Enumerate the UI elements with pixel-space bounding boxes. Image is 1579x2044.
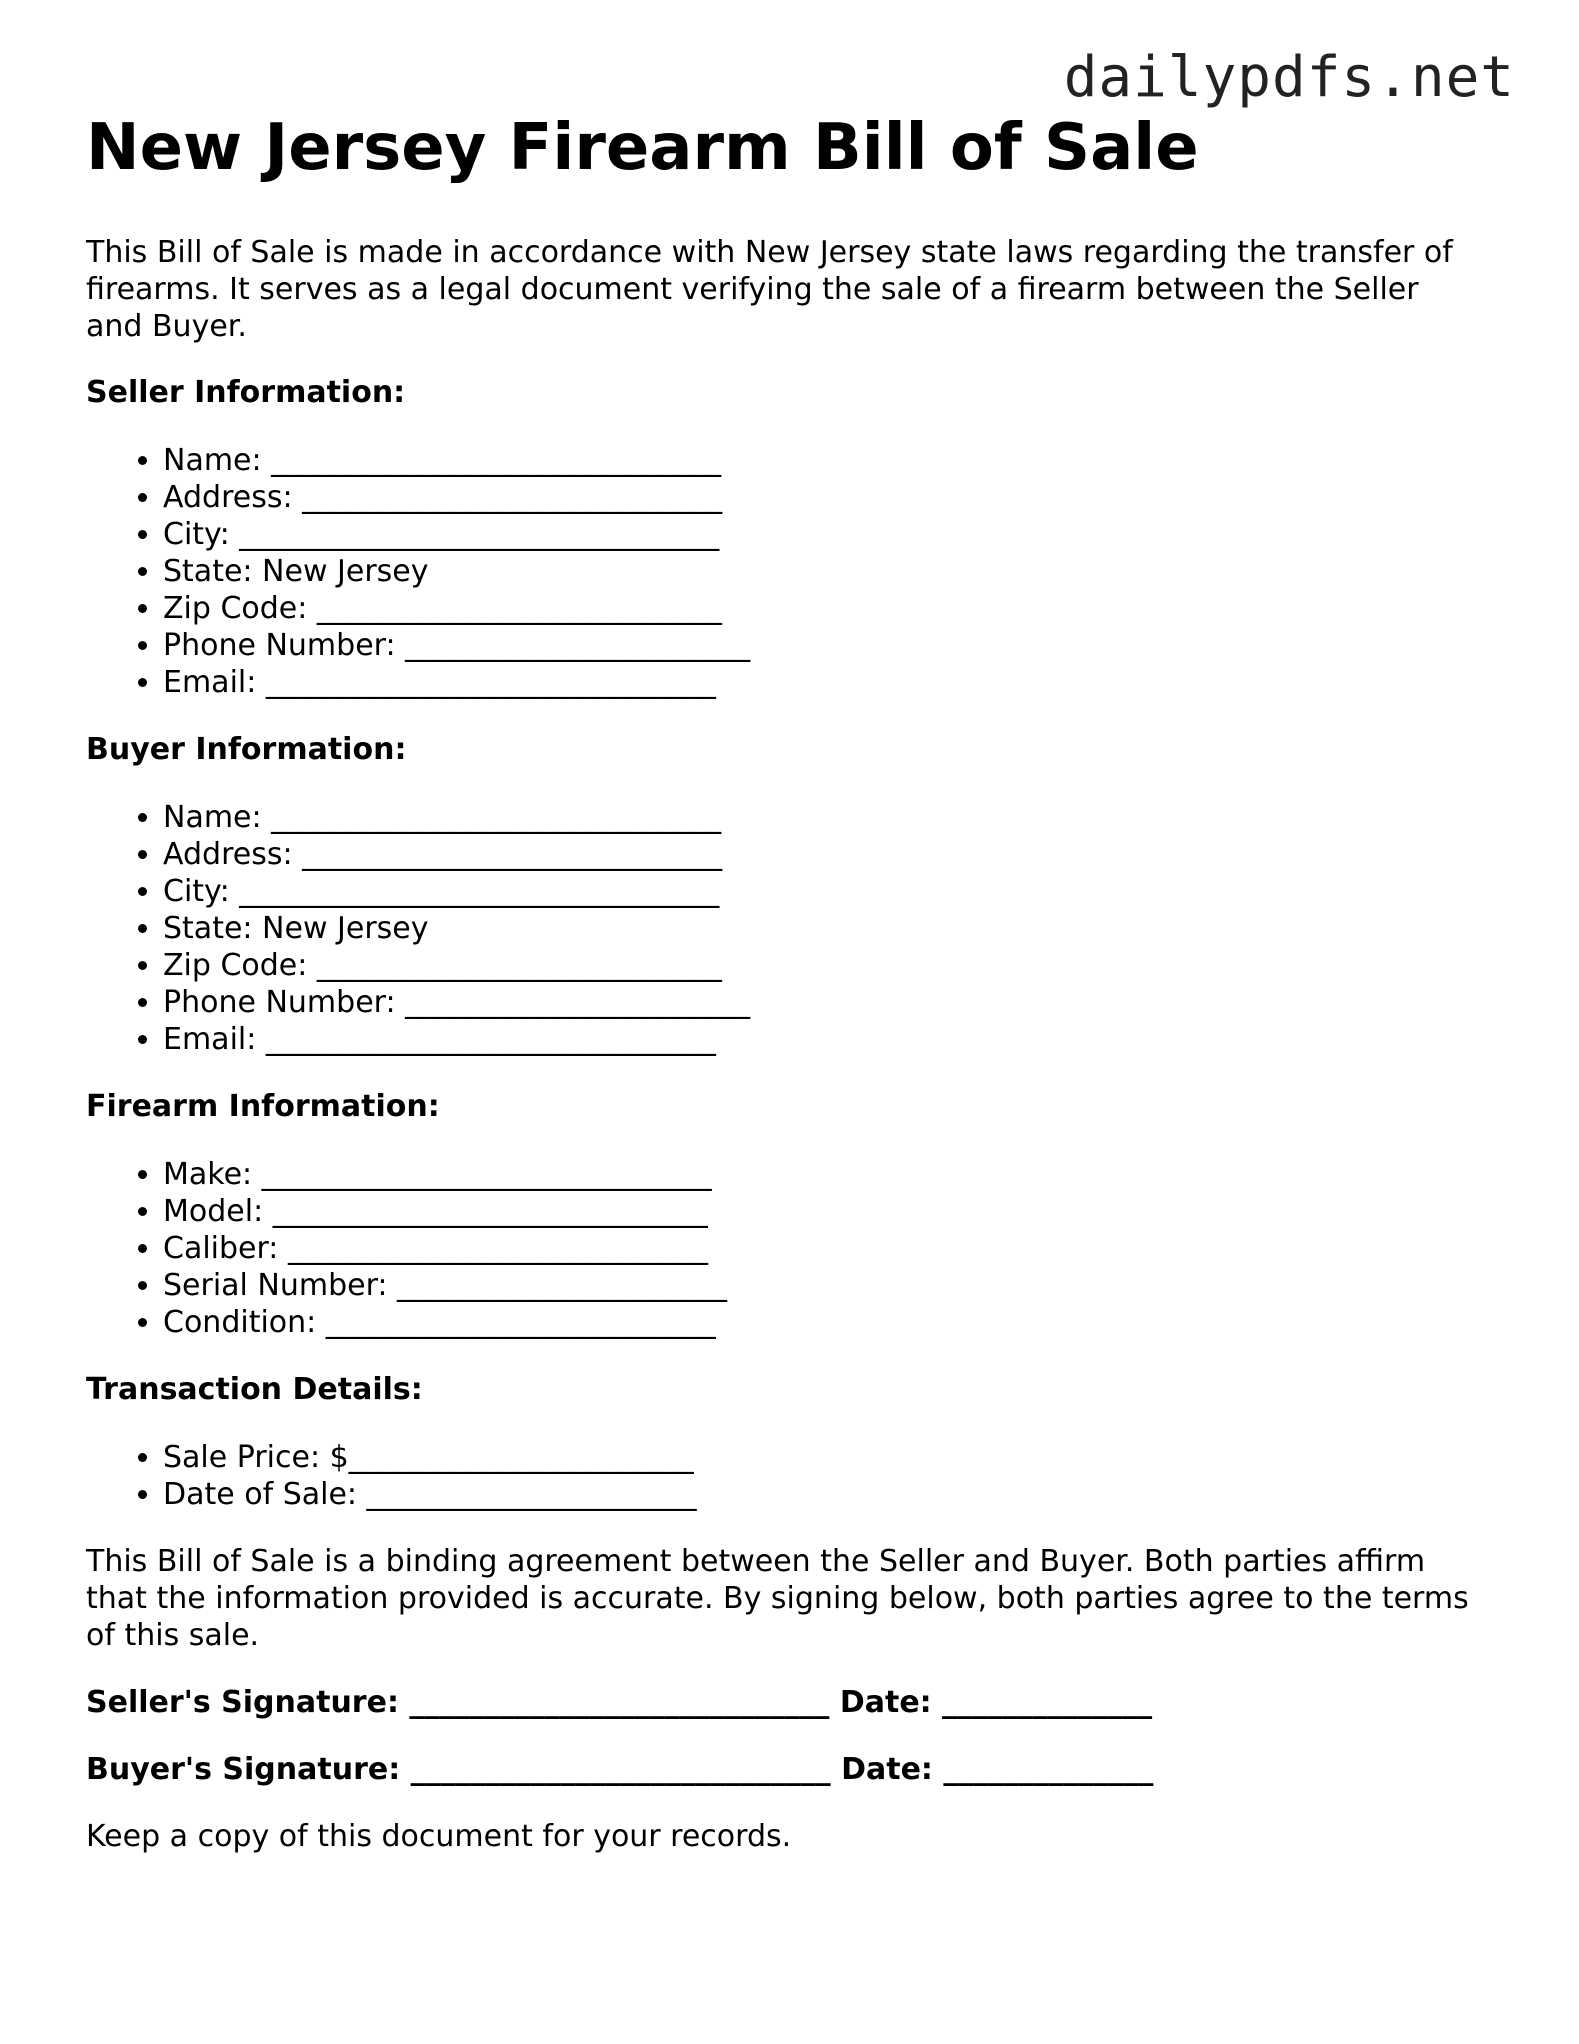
seller-email-field: • Email: ______________________________ (163, 664, 1486, 701)
firearm-serial-field: • Serial Number: ______________________ (163, 1267, 1486, 1304)
seller-name-field: • Name: ______________________________ (163, 442, 1486, 479)
closing-paragraph: This Bill of Sale is a binding agreement between the Seller and Buyer. Both parties affirm that the information provided is accurate. By signing below, both parties agree to the terms of this sale. (86, 1544, 1469, 1653)
seller-state-field: • State: New Jersey (163, 553, 1486, 590)
firearm-model-field: • Model: _____________________________ (163, 1193, 1486, 1230)
buyer-email-field: • Email: ______________________________ (163, 1021, 1486, 1058)
intro-paragraph: This Bill of Sale is made in accordance with New Jersey state laws regarding the transfer of firearms. It serves as a legal document verifying the sale of a firearm between the Seller and Buyer. (86, 235, 1453, 344)
buyer-zip-field: • Zip Code: ___________________________ (163, 947, 1486, 984)
seller-section-heading: Seller Information: (86, 375, 406, 410)
seller-phone-field: • Phone Number: _______________________ (163, 627, 1486, 664)
transaction-section-heading: Transaction Details: (86, 1372, 423, 1407)
watermark: dailypdfs.net (1063, 45, 1515, 110)
buyer-name-field: • Name: ______________________________ (163, 799, 1486, 836)
footer-note: Keep a copy of this document for your records. (86, 1819, 792, 1854)
buyer-state-field: • State: New Jersey (163, 910, 1486, 947)
buyer-city-field: • City: ________________________________ (163, 873, 1486, 910)
sale-price-field: • Sale Price: $_______________________ (163, 1439, 1486, 1476)
sale-date-field: • Date of Sale: ______________________ (163, 1476, 1486, 1513)
buyer-phone-field: • Phone Number: _______________________ (163, 984, 1486, 1021)
buyer-fields-list (86, 799, 1486, 1058)
firearm-make-field: • Make: ______________________________ (163, 1156, 1486, 1193)
seller-zip-field: • Zip Code: ___________________________ (163, 590, 1486, 627)
seller-city-field: • City: ________________________________ (163, 516, 1486, 553)
firearm-fields-list (86, 1156, 1486, 1341)
firearm-caliber-field: • Caliber: ____________________________ (163, 1230, 1486, 1267)
buyer-section-heading: Buyer Information: (86, 732, 407, 767)
document-title: New Jersey Firearm Bill of Sale (86, 111, 1199, 185)
seller-fields-list (86, 442, 1486, 701)
firearm-condition-field: • Condition: __________________________ (163, 1304, 1486, 1341)
transaction-fields-list (86, 1439, 1486, 1513)
document-page (86, 110, 1486, 1855)
seller-address-field: • Address: ____________________________ (163, 479, 1486, 516)
seller-signature-line: Seller's Signature: ____________________________ Date: ______________ (86, 1685, 1153, 1720)
buyer-address-field: • Address: ____________________________ (163, 836, 1486, 873)
firearm-section-heading: Firearm Information: (86, 1089, 440, 1124)
buyer-signature-line: Buyer's Signature: ____________________________ Date: ______________ (86, 1752, 1154, 1787)
